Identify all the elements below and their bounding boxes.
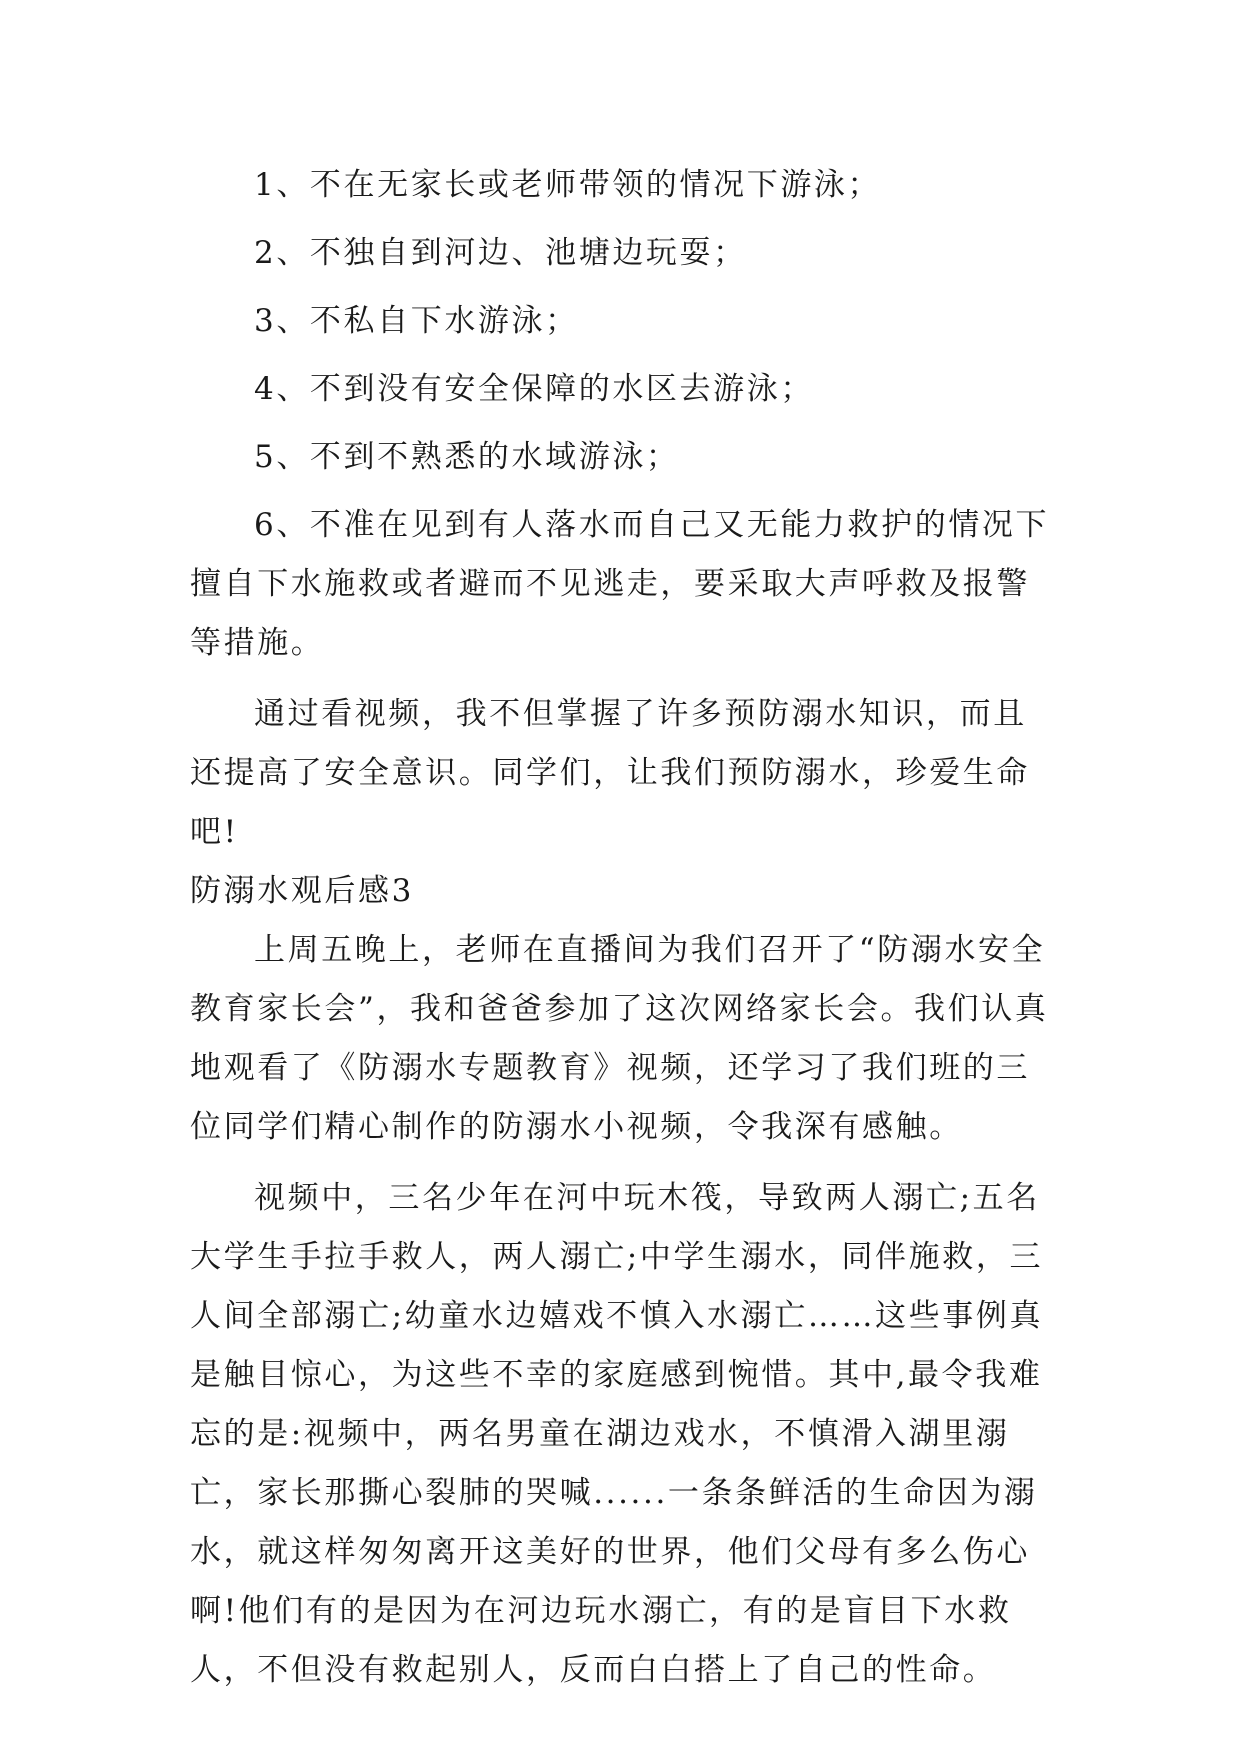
body-paragraph: 通过看视频，我不但掌握了许多预防溺水知识，而且还提高了安全意识。同学们，让我们预防溺水，珍爱生命吧! — [190, 696, 1030, 850]
list-item: 1、不在无家长或老师带领的情况下游泳； — [254, 167, 882, 203]
list-item: 4、不到没有安全保障的水区去游泳； — [254, 371, 814, 407]
list-item: 6、不准在见到有人落水而自己又无能力救护的情况下擅自下水施救或者避而不见逃走，要采取大声呼救及报警等措施。 — [190, 507, 1050, 661]
list-item: 2、不独自到河边、池塘边玩耍； — [254, 235, 747, 271]
body-paragraph: 视频中，三名少年在河中玩木筏，导致两人溺亡;五名大学生手拉手救人，两人溺亡;中学生溺水，同伴施救，三人间全部溺亡;幼童水边嬉戏不慎入水溺亡……这些事例真是触目惊心，为这些不幸的家庭感到惋惜。其中,最令我难忘的是:视频中，两名男童在湖边戏水，不慎滑入湖里溺亡，家长那撕心裂肺的哭喊......一条条鲜活的生命因为溺水，就这样匆匆离开这美好的世界，他们父母有多么伤心啊!他们有的是因为在河边玩水溺亡，有的是盲目下水救人，不但没有救起别人，反而白白搭上了自己的性命。 — [190, 1180, 1044, 1688]
document-body — [190, 156, 1058, 1700]
section-title: 防溺水观后感3 — [190, 873, 414, 909]
body-paragraph: 上周五晚上，老师在直播间为我们召开了“防溺水安全教育家长会”，我和爸爸参加了这次网络家长会。我们认真地观看了《防溺水专题教育》视频，还学习了我们班的三位同学们精心制作的防溺水小视频，令我深有感触。 — [190, 932, 1049, 1145]
list-item: 3、不私自下水游泳； — [254, 303, 579, 339]
safety-rules-list — [190, 156, 1058, 673]
list-item: 5、不到不熟悉的水域游泳； — [254, 439, 680, 475]
